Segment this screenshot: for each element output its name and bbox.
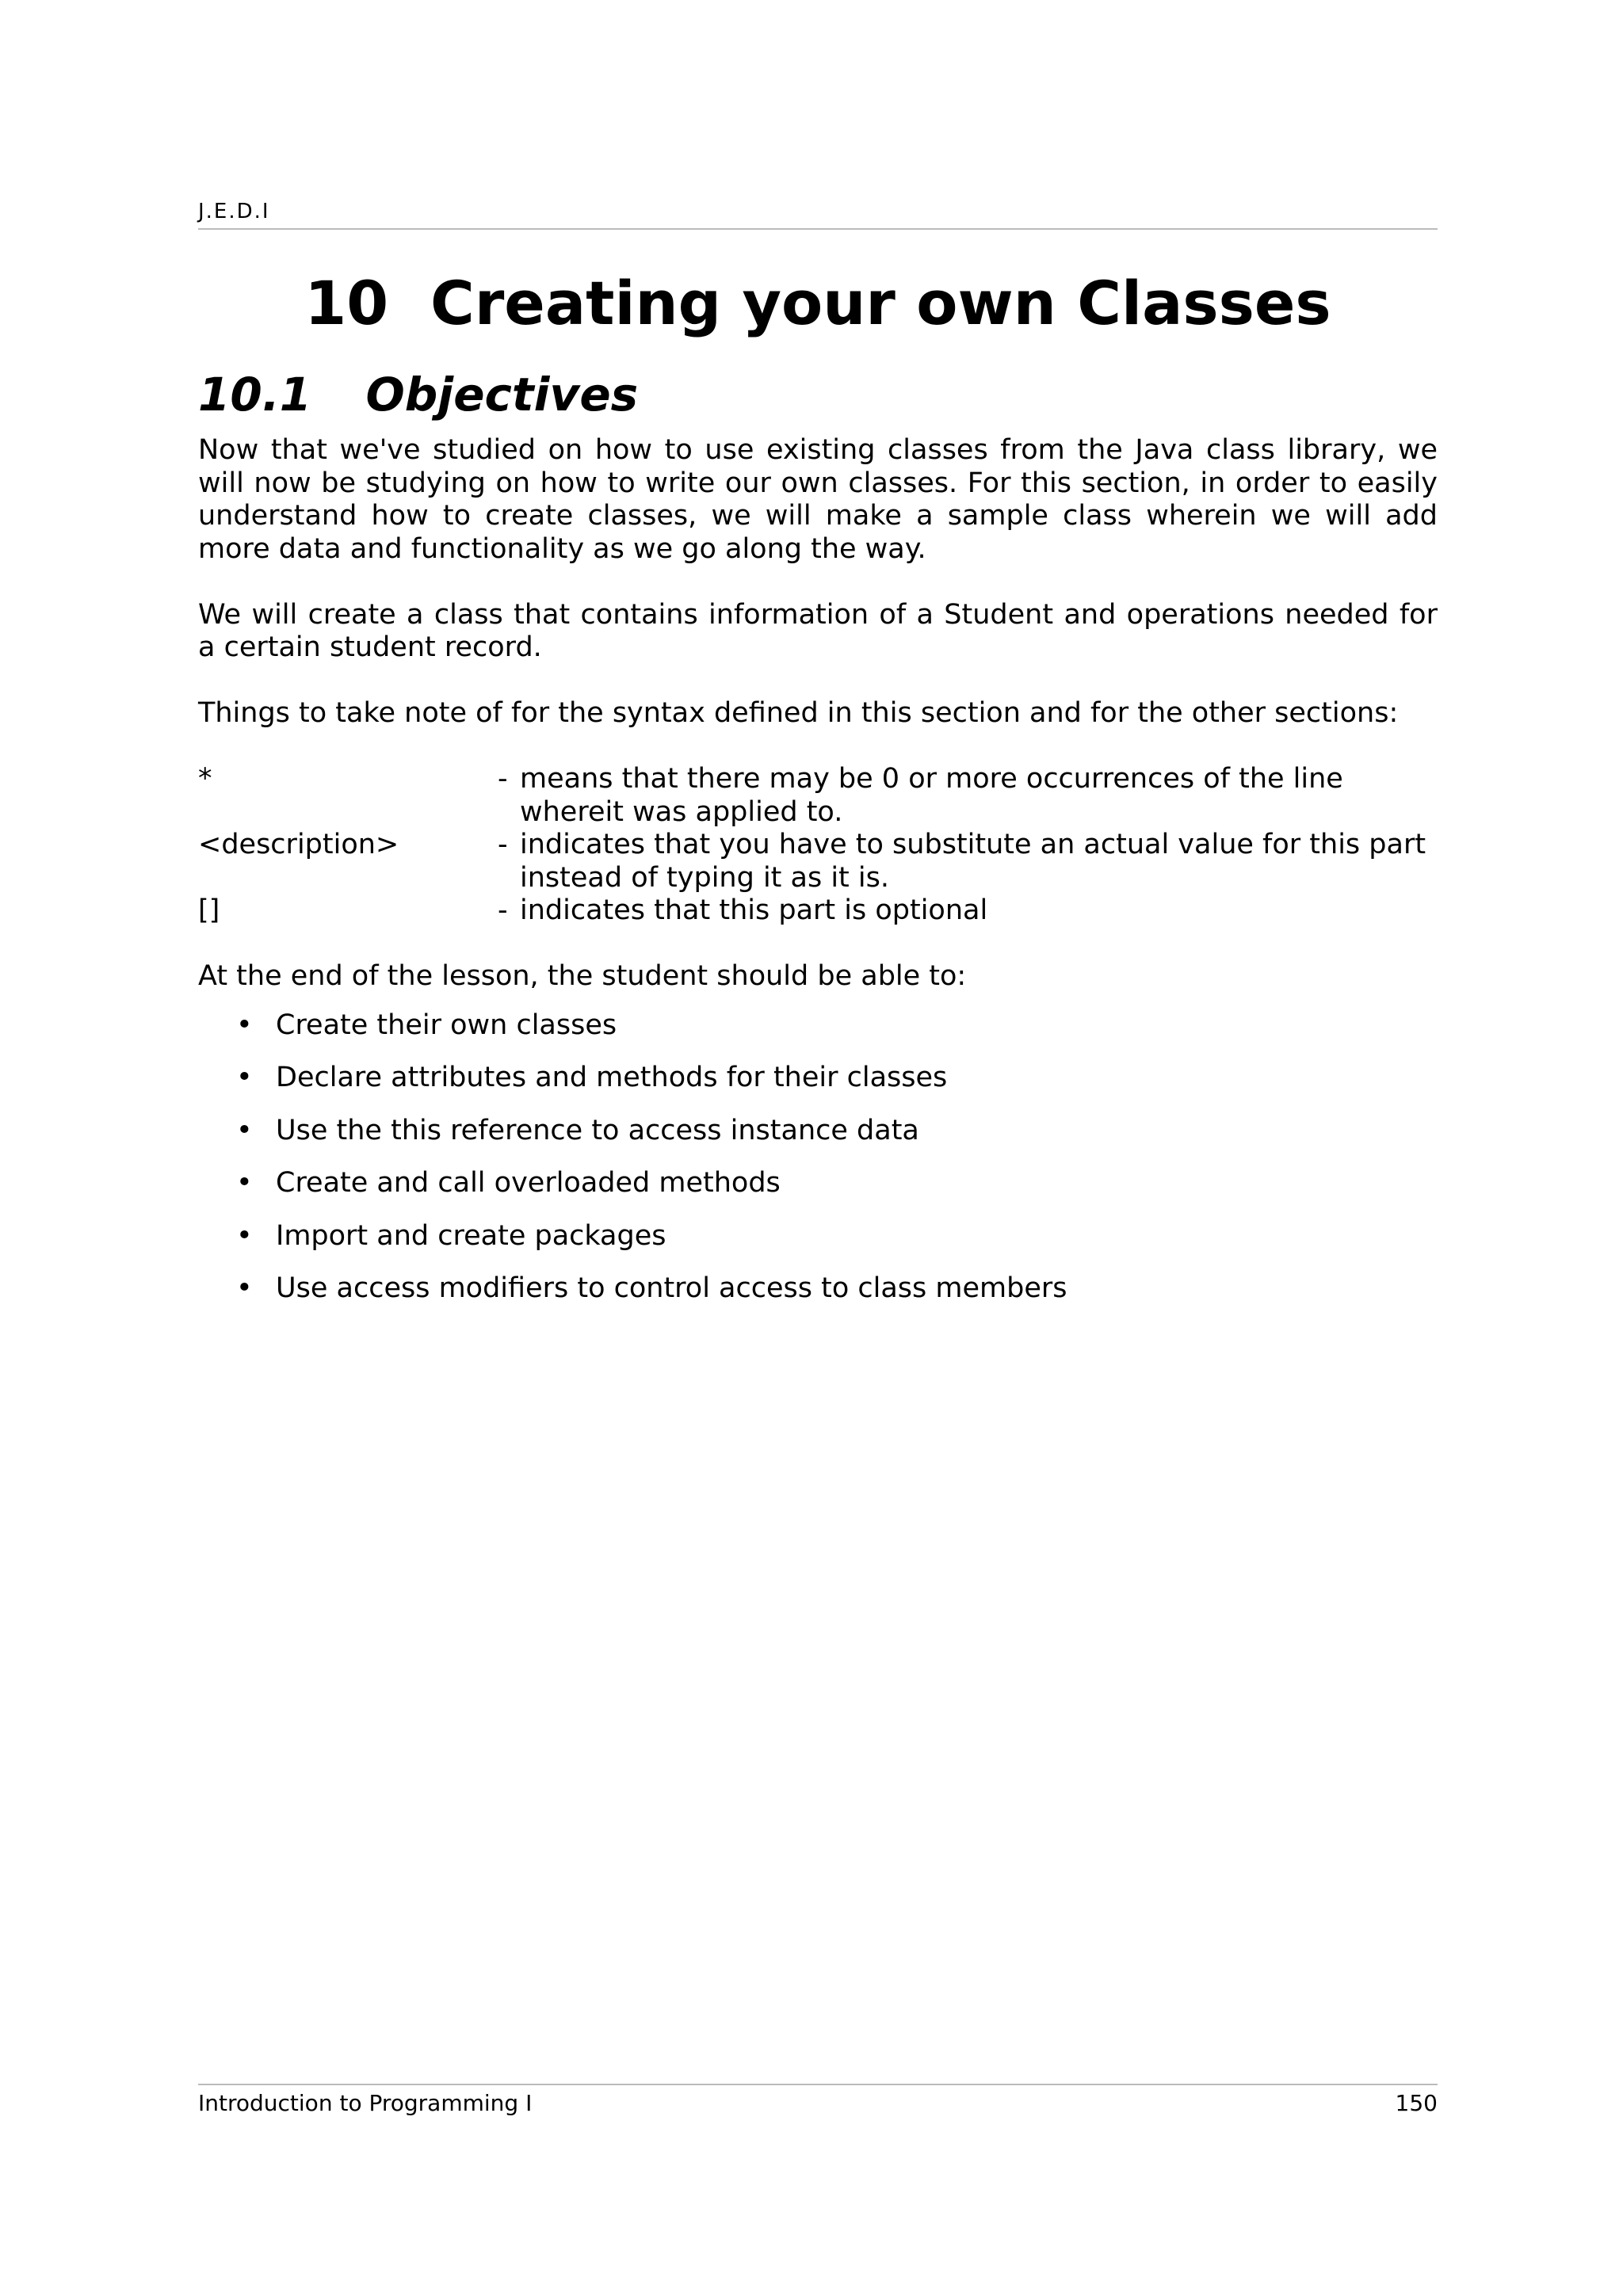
- objective-text: Import and create packages: [276, 1219, 666, 1252]
- syntax-dash: -: [498, 894, 508, 926]
- student-class-paragraph: We will create a class that contains information of a Student and operations needed for a certain student record.: [198, 598, 1438, 663]
- syntax-dash: -: [498, 829, 508, 860]
- objective-text: Declare attributes and methods for their classes: [276, 1062, 948, 1093]
- chapter-title: 10 Creating your own Classes: [304, 268, 1331, 338]
- objective-text: Create and call overloaded methods: [276, 1167, 781, 1199]
- objective-text: Create their own classes: [276, 1009, 617, 1041]
- bullet-icon: •: [236, 1272, 253, 1304]
- syntax-term: []: [198, 894, 220, 926]
- list-item: [198, 1220, 1438, 1273]
- bullet-icon: •: [236, 1167, 253, 1199]
- page-number: 150: [1395, 2090, 1438, 2116]
- syntax-note-paragraph: Things to take note of for the syntax defined in this section and for the other sections:: [198, 697, 1399, 729]
- syntax-row: [198, 894, 1438, 928]
- running-footer: [198, 2084, 1438, 2116]
- running-header: [198, 200, 1438, 230]
- bullet-icon: •: [236, 1114, 253, 1146]
- section-title: 10.1 Objectives: [198, 368, 639, 421]
- document-page: [198, 0, 1438, 2296]
- syntax-description: indicates that this part is optional: [520, 894, 988, 926]
- objective-text: Use access modifiers to control access to class members: [276, 1272, 1067, 1304]
- syntax-description: means that there may be 0 or more occurrences of the line whereit was applied to.: [520, 763, 1343, 828]
- list-item: [198, 1115, 1438, 1168]
- section-body: [198, 434, 1438, 1325]
- bullet-icon: •: [236, 1219, 253, 1252]
- syntax-row: [198, 829, 1438, 894]
- syntax-term: *: [198, 763, 212, 795]
- running-header-title: J.E.D.I: [198, 200, 270, 223]
- bullet-icon: •: [236, 1009, 253, 1041]
- footer-book-title: Introduction to Programming I: [198, 2090, 533, 2116]
- objectives-lead: At the end of the lesson, the student should be able to:: [198, 960, 967, 992]
- list-item: [198, 1272, 1438, 1325]
- syntax-description: indicates that you have to substitute an actual value for this part instead of typing it as it is.: [520, 829, 1426, 894]
- list-item: [198, 1009, 1438, 1062]
- objective-text: Use the this reference to access instance data: [276, 1114, 919, 1146]
- bullet-icon: •: [236, 1062, 253, 1093]
- objectives-list: [198, 1009, 1438, 1325]
- intro-paragraph: Now that we've studied on how to use existing classes from the Java class library, we will now be studying on how to write our own classes. For this section, in order to easily understand how to create classes, we will make a sample class wherein we will add more data and functionality as we go along the way.: [198, 434, 1438, 565]
- list-item: [198, 1062, 1438, 1115]
- syntax-legend: [198, 763, 1438, 928]
- syntax-term: <description>: [198, 829, 399, 860]
- list-item: [198, 1167, 1438, 1220]
- syntax-dash: -: [498, 763, 508, 795]
- syntax-row: [198, 763, 1438, 829]
